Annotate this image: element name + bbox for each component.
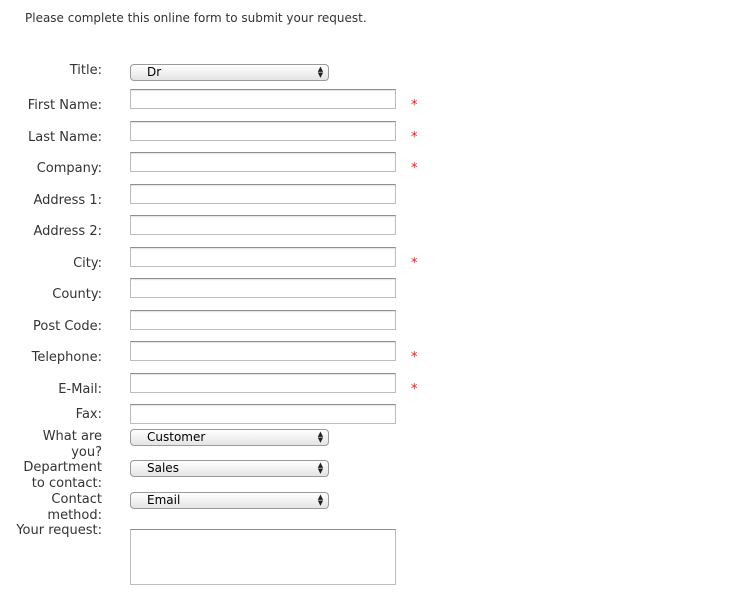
county-input[interactable] — [130, 278, 396, 298]
contact-method-label: Contact method: — [47, 492, 102, 523]
select-arrows-icon: ▲ ▼ — [317, 493, 324, 507]
telephone-label: Telephone: — [31, 350, 102, 365]
select-arrows-icon: ▲ ▼ — [317, 430, 324, 444]
what-are-you-select[interactable] — [130, 429, 329, 446]
telephone-required-marker: * — [411, 350, 418, 365]
email-label: E-Mail: — [58, 382, 102, 397]
request-textarea[interactable] — [130, 529, 396, 585]
contact-method-select-value: Email — [147, 493, 181, 507]
post-code-label: Post Code: — [33, 319, 102, 334]
last-name-required-marker: * — [411, 130, 418, 145]
fax-label: Fax: — [75, 407, 102, 422]
company-required-marker: * — [411, 161, 418, 176]
last-name-input[interactable] — [130, 121, 396, 141]
company-input[interactable] — [130, 152, 396, 172]
last-name-label: Last Name: — [28, 130, 102, 145]
city-required-marker: * — [411, 256, 418, 271]
post-code-input[interactable] — [130, 310, 396, 330]
fax-input[interactable] — [130, 404, 396, 424]
email-input[interactable] — [130, 373, 396, 393]
email-required-marker: * — [411, 382, 418, 397]
form-intro: Please complete this online form to submit your request. — [25, 11, 367, 25]
address1-input[interactable] — [130, 184, 396, 204]
title-select[interactable] — [130, 64, 329, 81]
title-select-value: Dr — [147, 65, 162, 79]
what-are-you-select-value: Customer — [147, 430, 206, 444]
telephone-input[interactable] — [130, 341, 396, 361]
first-name-input[interactable] — [130, 89, 396, 109]
address1-label: Address 1: — [33, 193, 102, 208]
request-label: Your request: — [16, 523, 102, 538]
select-arrows-icon: ▲ ▼ — [317, 461, 324, 475]
address2-input[interactable] — [130, 215, 396, 235]
title-label: Title: — [69, 63, 102, 78]
contact-method-select[interactable] — [130, 492, 329, 509]
city-label: City: — [73, 256, 102, 271]
department-label: Department to contact: — [23, 460, 102, 491]
county-label: County: — [52, 287, 102, 302]
city-input[interactable] — [130, 247, 396, 267]
first-name-label: First Name: — [27, 98, 102, 113]
department-select[interactable] — [130, 460, 329, 477]
address2-label: Address 2: — [33, 224, 102, 239]
select-arrows-icon: ▲ ▼ — [317, 65, 324, 79]
first-name-required-marker: * — [411, 98, 418, 113]
what-are-you-label: What are you? — [42, 429, 102, 460]
company-label: Company: — [36, 161, 102, 176]
department-select-value: Sales — [147, 461, 179, 475]
